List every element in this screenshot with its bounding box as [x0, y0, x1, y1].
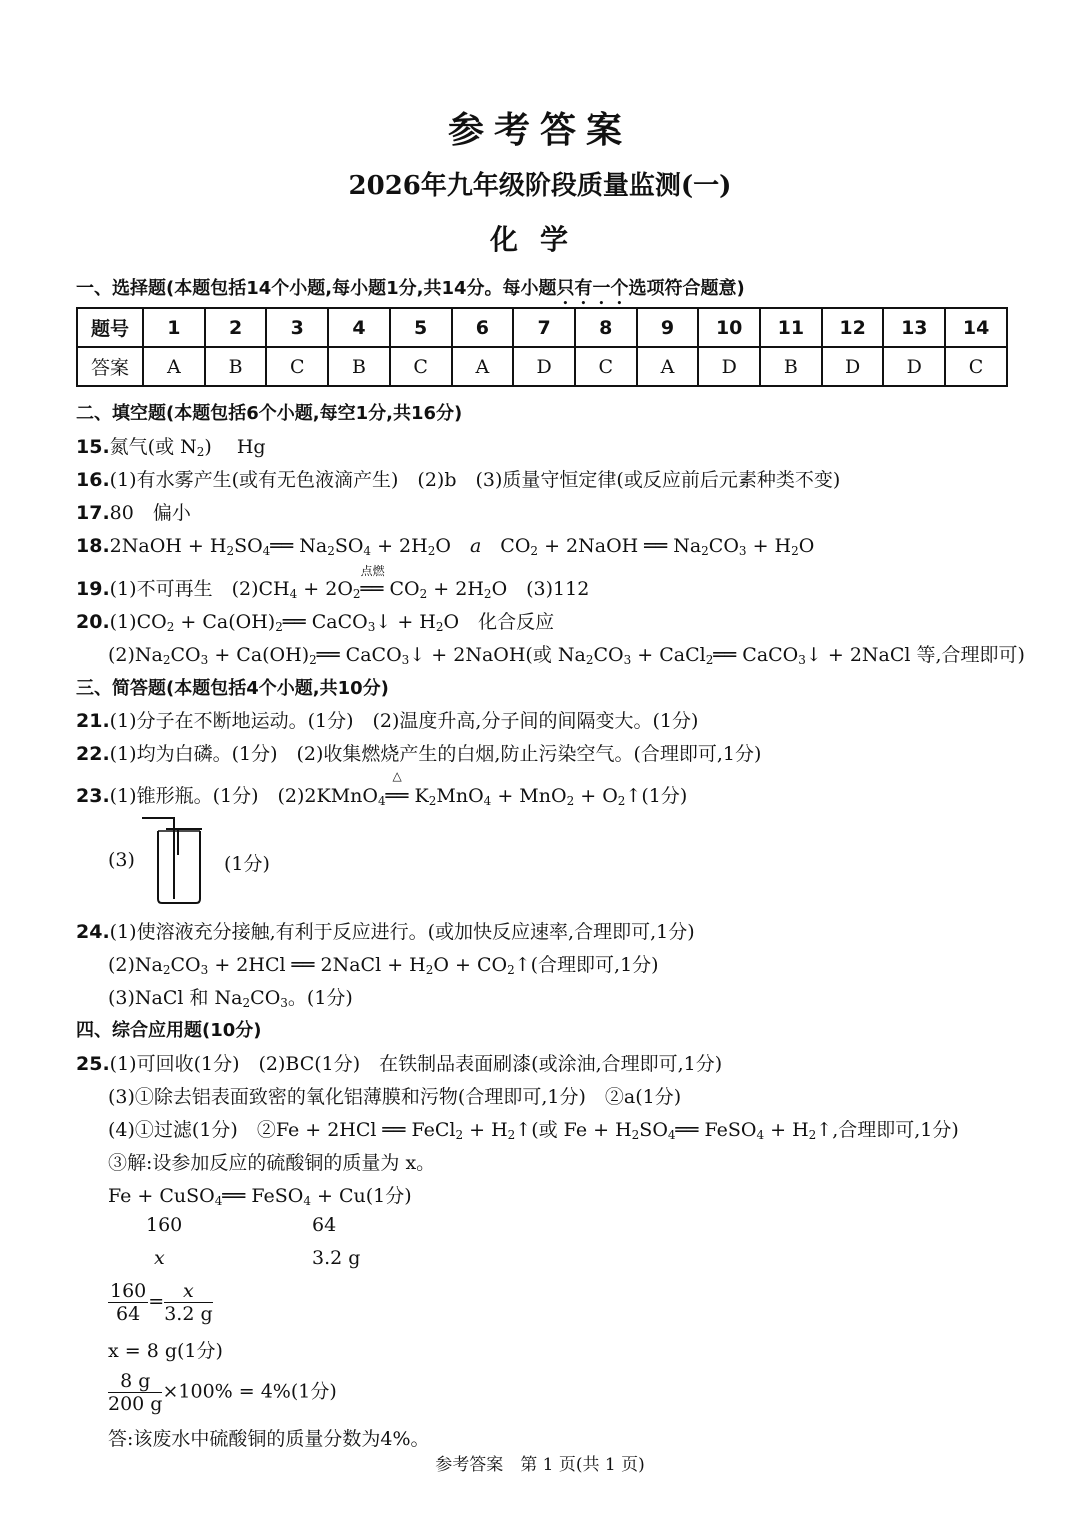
row-label-answer: 答案: [77, 347, 143, 386]
question-number-cell: 3: [266, 308, 328, 347]
answer-cell: D: [698, 347, 760, 386]
answer-cell: A: [452, 347, 514, 386]
reaction-condition-arrow: 点燃 ══: [360, 564, 385, 600]
q24-answer-line3: (3)NaCl 和 $Na_2CO_3$。(1分): [108, 987, 353, 1010]
q25-mass-cu: 3.2 g: [312, 1247, 361, 1269]
subject-title: 化学: [489, 223, 590, 256]
page-footer: 参考答案 第 1 页(共 1 页): [435, 1455, 645, 1475]
answer-cell: C: [390, 347, 452, 386]
q25-final-answer: 答:该废水中硫酸铜的质量分数为4%。: [108, 1428, 430, 1450]
question-number-cell: 6: [452, 308, 514, 347]
q18-answer: 18.2NaOH + $H_2SO_4══$ $Na_2SO_4 + 2H_2O$ a $CO_2$ + 2NaOH ══ $Na_2CO_3 + H_2O$: [76, 535, 815, 558]
choice-answer-table: [76, 307, 1008, 387]
q22-answer: 22.(1)均为白磷。(1分) (2)收集燃烧产生的白烟,防止污染空气。(合理即可,1分): [76, 743, 762, 765]
question-number-cell: 11: [760, 308, 822, 347]
q25-proportion: $\frac{160}{64}$ = $\frac{x}{3.2 g}$: [110, 1280, 213, 1325]
q23-answer: 23.(1)锥形瓶。(1分) (2)2KMnO$_4$ △ ══ $K_2MnO_4 + MnO_2$ + $O_2↑(1$分): [76, 769, 688, 808]
question-number-row: [77, 308, 1007, 347]
question-number-cell: 8: [575, 308, 637, 347]
fraction-left: $\frac{160}{64}$: [110, 1280, 147, 1325]
answer-cell: B: [205, 347, 267, 386]
fraction-right: $\frac{x}{3.2 g}$: [164, 1280, 213, 1325]
page-title: 参考答案: [447, 109, 632, 151]
question-number-cell: 10: [698, 308, 760, 347]
section-comprehensive-heading: 四、综合应用题(10分): [76, 1020, 262, 1041]
section-short-answer-heading: 三、简答题(本题包括4个小题,共10分): [76, 678, 389, 699]
answer-cell: A: [637, 347, 699, 386]
question-number-cell: 13: [883, 308, 945, 347]
question-number-cell: 7: [513, 308, 575, 347]
q25-molar-mass-cuso4: 160: [146, 1214, 183, 1236]
reaction-condition-arrow: △ ══: [385, 769, 409, 807]
q15-answer: 15.氮气(或 $N_2$) Hg: [76, 436, 266, 459]
question-number-cell: 12: [822, 308, 884, 347]
section-choice-heading: 一、选择题(本题包括14个小题,每小题1分,共14分。每小题只有一个选项符合题意): [76, 278, 745, 299]
q24-answer-line2: $(2)Na_2CO_3 + 2HCl$ ══ 2NaCl + $H_2O$ + $CO_2↑$(合理即可,1分): [108, 954, 659, 977]
q25-answer-line1: 25.(1)可回收(1分) (2)BC(1分) 在铁制品表面刷漆(或涂油,合理即可,1分): [76, 1053, 723, 1075]
q25-equation: Fe + CuSO$_4$══ FeSO$_4$ + Cu(1分): [108, 1185, 412, 1208]
question-number-cell: 5: [390, 308, 452, 347]
q20-answer-line2: $(2)Na_2CO_3$ + $Ca(OH)_2══$ CaCO$_3$↓ + 2NaOH(或 $Na_2CO_3$ + CaCl$_2$══ CaCO$_3$↓ + 2NaCl 等,合理即可): [108, 644, 1025, 667]
answer-cell: C: [945, 347, 1007, 386]
q24-answer-line1: 24.(1)使溶液充分接触,有利于反应进行。(或加快反应速率,合理即可,1分): [76, 921, 695, 943]
q25-molar-mass-cu: 64: [312, 1214, 337, 1236]
q25-percentage-calc: $\frac{8 g}{200 g}$ ×100% = 4%(1分): [108, 1370, 337, 1415]
q25-x-result: x = 8 g(1分): [108, 1340, 223, 1362]
answer-cell: D: [513, 347, 575, 386]
question-number-cell: 14: [945, 308, 1007, 347]
answer-cell: C: [575, 347, 637, 386]
gas-collection-bottle-diagram: [138, 815, 210, 907]
exam-subtitle: 2026年九年级阶段质量监测(一): [348, 171, 732, 201]
answer-cell: B: [328, 347, 390, 386]
question-number-cell: 4: [328, 308, 390, 347]
q25-answer-line2: (3)①除去铝表面致密的氧化铝薄膜和污物(合理即可,1分) ②a(1分): [108, 1086, 682, 1108]
question-number-cell: 2: [205, 308, 267, 347]
q16-answer: 16.(1)有水雾产生(或有无色液滴产生) (2)b (3)质量守恒定律(或反应前后元素种类不变): [76, 469, 841, 491]
answer-cell: D: [883, 347, 945, 386]
question-number-cell: 9: [637, 308, 699, 347]
answer-cell: D: [822, 347, 884, 386]
q20-answer-line1: $20.(1)CO_2$ + $Ca(OH)_2══$ CaCO$_3$↓ + $H_2O$ 化合反应: [76, 611, 555, 634]
q23-part3-label: (3): [108, 849, 135, 871]
answer-cell: B: [760, 347, 822, 386]
q25-unknown-x: x: [154, 1247, 165, 1269]
q25-answer-line3: (4)①过滤(1分) ②Fe + 2HCl ══ FeCl$_2$ + $H_2↑$(或 $Fe + H_2SO_4══$ FeSO$_4$ + $H_2↑$,合理即可,1分): [108, 1119, 959, 1142]
q21-answer: 21.(1)分子在不断地运动。(1分) (2)温度升高,分子间的间隔变大。(1分): [76, 710, 699, 732]
answer-cell: C: [266, 347, 328, 386]
row-label-question: 题号: [77, 308, 143, 347]
answer-cell: A: [143, 347, 205, 386]
q19-answer: 19.(1)不可再生 $(2)CH_4 + 2O_2$ 点燃 ══ $CO_2 + 2H_2O$ (3)112: [76, 564, 590, 601]
section-fill-heading: 二、填空题(本题包括6个小题,每空1分,共16分): [76, 403, 463, 424]
q23-part3-score: (1分): [224, 853, 270, 875]
fraction-percentage: $\frac{8 g}{200 g}$: [108, 1370, 163, 1415]
q25-solution-setup: ③解:设参加反应的硫酸铜的质量为 x。: [108, 1152, 436, 1174]
answer-row: [77, 347, 1007, 386]
question-number-cell: 1: [143, 308, 205, 347]
q17-answer: 17.80 偏小: [76, 502, 191, 524]
